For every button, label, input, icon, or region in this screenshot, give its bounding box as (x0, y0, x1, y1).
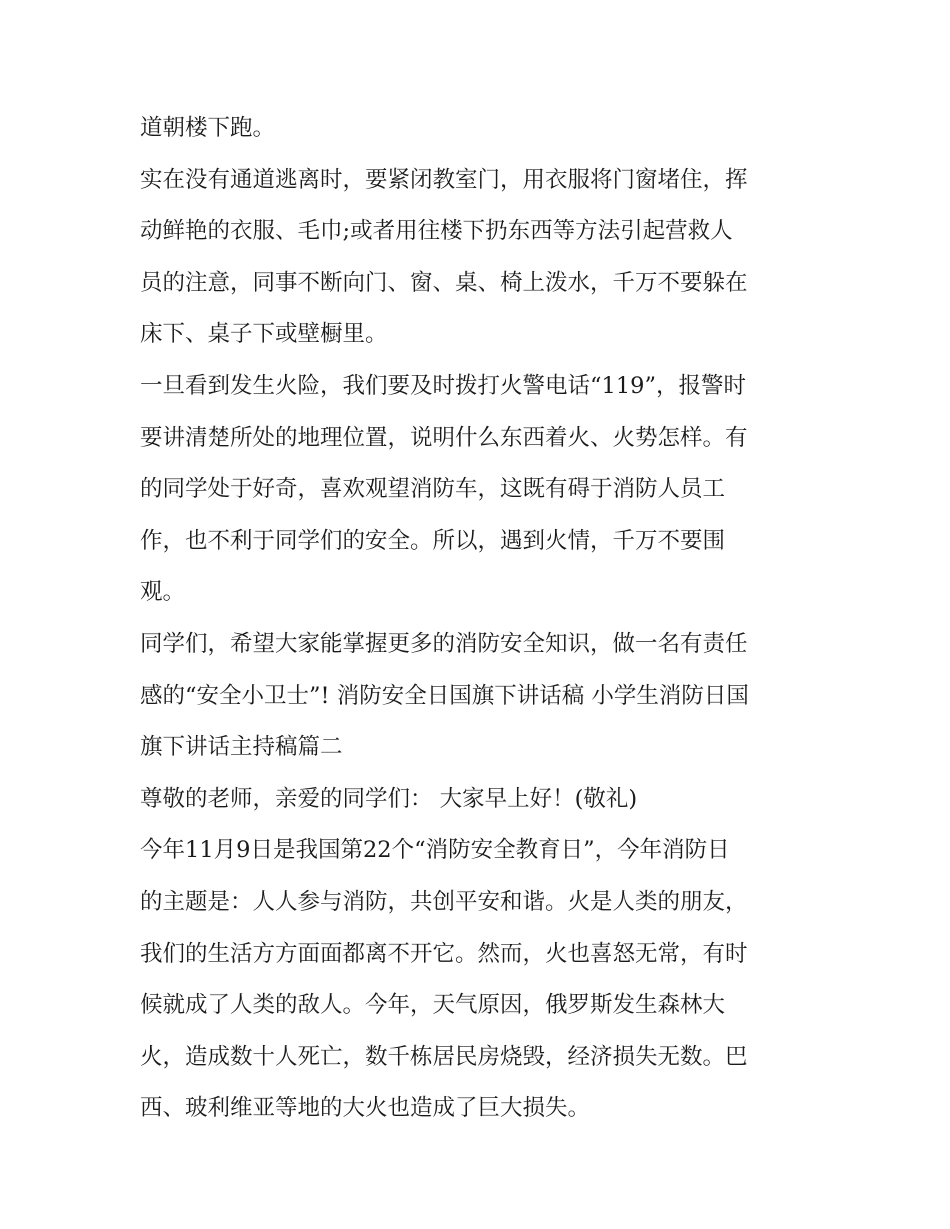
text-line: 西、玻利维亚等地的大火也造成了巨大损失。 (140, 1095, 591, 1122)
text-line: 感的“安全小卫士”! 消防安全日国旗下讲话稿 小学生消防日国 (140, 682, 749, 709)
text-line: 员的注意，同事不断向门、窗、桌、椅上泼水，千万不要躲在 (140, 269, 748, 296)
text-line: 火，造成数十人死亡，数千栋居民房烧毁，经济损失无数。巴 (140, 1043, 748, 1070)
text-line: 床下、桌子下或壁橱里。 (140, 321, 388, 348)
body-text (140, 103, 820, 1135)
text-line: 候就成了人类的敌人。今年，天气原因，俄罗斯发生森林大 (140, 992, 726, 1019)
text-line: 要讲清楚所处的地理位置，说明什么东西着火、火势怎样。有 (140, 424, 748, 451)
text-line: 的主题是：人人参与消防，共创平安和谐。火是人类的朋友， (140, 888, 748, 915)
text-line: 道朝楼下跑。 (140, 115, 276, 141)
text-line: 作，也不利于同学们的安全。所以，遇到火情，千万不要围 (140, 527, 726, 554)
text-line: 观。 (140, 579, 186, 606)
text-line: 一旦看到发生火险，我们要及时拨打火警电话“119”，报警时 (140, 372, 746, 399)
text-line: 动鲜艳的衣服、毛巾;或者用往楼下扔东西等方法引起营救人 (140, 218, 733, 245)
text-line: 同学们，希望大家能掌握更多的消防安全知识，做一名有责任 (140, 630, 748, 657)
text-line: 尊敬的老师，亲爱的同学们： 大家早上好！(敬礼) (140, 785, 638, 812)
text-line: 实在没有通道逃离时，要紧闭教室门，用衣服将门窗堵住，挥 (140, 166, 748, 193)
text-line: 旗下讲话主持稿篇二 (140, 734, 343, 761)
text-line: 的同学处于好奇，喜欢观望消防车，这既有碍于消防人员工 (140, 476, 726, 503)
text-line: 今年11月9日是我国第22个“消防安全教育日”，今年消防日 (140, 837, 730, 864)
text-line: 我们的生活方方面面都离不开它。然而，火也喜怒无常，有时 (140, 940, 748, 967)
